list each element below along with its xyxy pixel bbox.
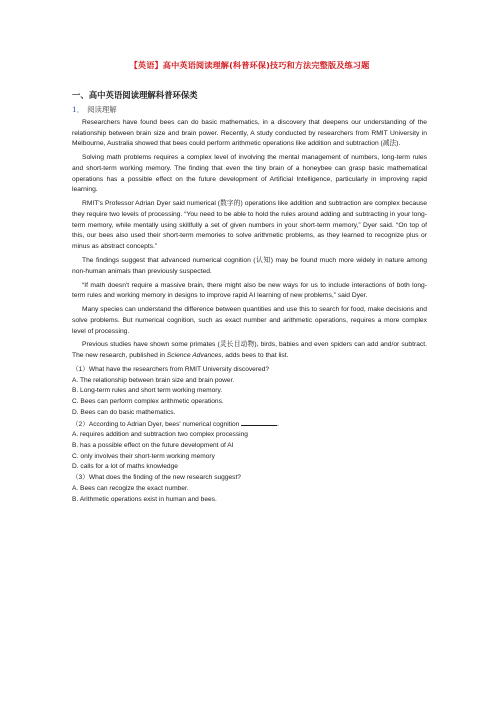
paragraph-6: Many species can understand the difference between quantities and use this to search for food, make decisions and solve problems. But numerical cognition, such as exact number and arithmetic operations, requires a more complex level of processing.: [72, 306, 427, 335]
paragraph-7-end: , adds bees to that list.: [221, 352, 289, 360]
section-heading: 一、高中英语阅读理解科普环保类: [72, 90, 198, 100]
answer-option[interactable]: A. The relationship between brain size and brain power.: [72, 376, 235, 384]
paragraph-3: RMIT's Professor Adrian Dyer said numerical (数字的) operations like addition and subtraction are complex because they require two levels of processing. “You need to be able to hold the rules around adding and subtracting in your long-term memory, while mentally using skillfully a set of given numbers in your short-term memory,” Dyer said. “On top of this, our bees also used their short-term memories to solve arithmetic problems, as they learned to recognize plus or minus as abstract concepts.”: [72, 200, 427, 251]
question-3: [72, 473, 427, 505]
document-page: [72, 60, 427, 505]
paragraph-7: [72, 340, 427, 361]
answer-option[interactable]: C. Bees can perform complex arithmetic operations.: [72, 398, 224, 406]
answer-blank[interactable]: [241, 419, 277, 426]
question-stem: （3）What does the finding of the new research suggest?: [72, 474, 241, 482]
answer-option[interactable]: C. only involves their short-term working memory: [72, 452, 215, 460]
item-number: 1．: [72, 105, 85, 114]
paragraph-4: The findings suggest that advanced numerical cognition (认知) may be found much more widely in nature among non-human animals than previously suspected.: [72, 257, 427, 275]
question-2: [72, 419, 427, 474]
answer-option[interactable]: B. Arithmetic operations exist in human and bees.: [72, 495, 217, 503]
question-1: [72, 365, 427, 419]
journal-name: Science Advances: [166, 352, 222, 360]
answer-option[interactable]: D. calls for a lot of maths knowledge: [72, 463, 178, 471]
question-stem-end: .: [277, 420, 279, 428]
question-stem: （1）What have the researchers from RMIT University discovered?: [72, 366, 270, 374]
answer-option[interactable]: A. requires addition and subtraction two complex processing: [72, 431, 248, 439]
paragraph-5: “If math doesn't require a massive brain, there might also be new ways for us to include interactions of both long-term rules and working memory in designs to improve rapid AI learning of new problems,” said Dyer.: [72, 281, 427, 300]
paragraph-7-start: Previous studies have shown some primates (灵长目动物), birds, babies and even spiders can add and/or subtract. The new research, published in: [72, 341, 427, 360]
answer-option[interactable]: B. has a possible effect on the future development of AI: [72, 442, 234, 449]
paragraph-1: Researchers have found bees can do basic mathematics, in a discovery that deepens our understanding of the relationship between brain size and brain power. Recently, A study conducted by researchers from RMIT University in Melbourne, Australia showed that bees could perform arithmetic operations like addition and subtraction (减法).: [72, 119, 427, 148]
question-stem-text: （2）According to Adrian Dyer, bees' numerical cognition: [72, 420, 240, 428]
answer-option[interactable]: B. Long-term rules and short term working memory.: [72, 387, 223, 395]
document-title: 【英语】高中英语阅读理解(科普环保)技巧和方法完整版及练习题: [129, 60, 370, 70]
question-stem: [72, 419, 427, 431]
item-label: 阅读理解: [87, 105, 117, 114]
paragraph-2: Solving math problems requires a complex level of involving the mental management of numbers, long-term rules and short-term working memory. The finding that even the tiny brain of a honeybee can grasp basic mathematical operations has a possible effect on the future development of Artificial Intelligence, particularly in improving rapid learning.: [72, 154, 427, 194]
answer-option[interactable]: A. Bees can recogize the exact number.: [72, 484, 189, 492]
answer-option[interactable]: D. Bees can do basic mathematics.: [72, 408, 176, 416]
item-heading: [72, 104, 427, 115]
